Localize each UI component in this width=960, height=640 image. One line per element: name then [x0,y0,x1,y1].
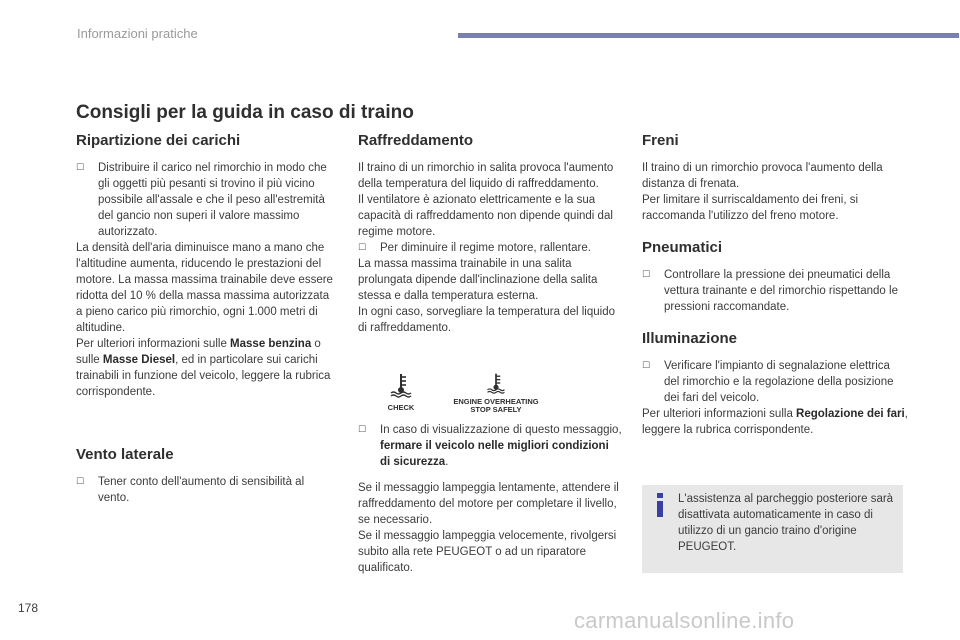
section-title-load: Ripartizione dei carichi [76,132,241,149]
paragraph: Se il messaggio lampeggia lentamente, attendere il raffreddamento del motore per completare il livello, se necessario. [358,482,619,526]
column-left [76,132,338,506]
bullet-item [76,474,338,506]
watermark: carmanualsonline.info [574,608,795,633]
checkbox-bullet-icon: ☐ [76,162,85,172]
bullet-item [358,240,622,256]
reference-link: Regolazione dei fari [796,408,905,420]
section-title-lighting: Illuminazione [642,330,738,347]
section-title-cooling: Raffreddamento [358,132,474,149]
bullet-item [358,422,622,470]
bullet-text: Verificare l'impianto di segnalazione elettrica del rimorchio e la regolazione della posizione dei fari del veicolo. [664,360,894,404]
paragraph: Se il messaggio lampeggia velocemente, rivolgersi subito alla rete PEUGEOT o ad un riparatore qualificato. [358,530,617,574]
icon-label: STOP SAFELY [470,405,522,414]
info-text: L'assistenza al parcheggio posteriore sarà disattivata automaticamente in caso di utilizzo di un gancio traino d'origine PEUGEOT. [678,493,894,553]
reference-link: Masse benzina [230,338,312,350]
bullet-text: Controllare la pressione dei pneumatici della vettura trainante e del rimorchio rispettando le pressioni raccomandate. [664,269,898,313]
bullet-text: Per diminuire il regime motore, rallentare. [380,242,591,254]
coolant-check-icon [382,372,420,412]
bullet-text: Tener conto dell'aumento di sensibilità al vento. [98,476,305,504]
section-header: Informazioni pratiche [77,26,198,41]
reference-paragraph: Per ulteriori informazioni sulla Regolazione dei fari, leggere la rubrica corrispondente. [642,408,908,436]
bullet-text: In caso di visualizzazione di questo messaggio, fermare il veicolo nelle migliori condizioni di sicurezza. [380,424,622,468]
paragraph: Per limitare il surriscaldamento dei freni, si raccomanda l'utilizzo del freno motore. [642,194,859,222]
info-box [642,485,903,573]
paragraph: Il traino di un rimorchio in salita provoca l'aumento della temperatura del liquido di raffreddamento. [358,162,614,190]
section-title-tyres: Pneumatici [642,239,723,256]
section-title-brakes: Freni [642,132,679,149]
reference-paragraph: Per ulteriori informazioni sulle Masse benzina o sulle Masse Diesel, ed in particolare sui carichi trainabili in funzione del veicolo, leggere la rubrica corrispondente. [76,338,331,398]
checkbox-bullet-icon: ☐ [358,242,367,252]
icon-label: CHECK [387,403,415,412]
engine-overheating-icon [450,372,542,414]
reference-link: Masse Diesel [102,354,176,366]
bullet-item [642,267,908,315]
info-icon [654,493,666,517]
checkbox-bullet-icon: ☐ [642,360,651,370]
icon-label: ENGINE OVERHEATING [453,397,539,406]
paragraph: La massa massima trainabile in una salita prolungata dipende dall'inclinazione della salita stessa e dalla temperatura esterna. [358,258,598,302]
page-title: Consigli per la guida in caso di traino [76,102,414,123]
checkbox-bullet-icon: ☐ [642,269,651,279]
section-title-wind: Vento laterale [76,446,174,463]
column-right [642,132,908,438]
checkbox-bullet-icon: ☐ [76,476,85,486]
paragraph: La densità dell'aria diminuisce mano a mano che l'altitudine aumenta, riducendo le prestazioni del motore. La massa massima trainabile deve essere ridotta del 10 % della massa massima autorizzata a pieno carico più rimorchio, ogni 1.000 metri di altitudine. [76,242,333,334]
page-number: 178 [18,601,39,615]
header-accent-bar [458,33,959,38]
paragraph: In ogni caso, sorvegliare la temperatura del liquido di raffreddamento. [358,306,615,334]
bullet-item [76,160,338,240]
column-middle [358,132,622,576]
paragraph: Il ventilatore è azionato elettricamente e la sua capacità di raffreddamento non dipende quindi dal regime motore. [358,194,613,238]
warning-icons [382,372,552,422]
bullet-text: Distribuire il carico nel rimorchio in modo che gli oggetti più pesanti si trovino il più vicino possibile all'assale e che il peso all'estremità del gancio non superi il valore massimo autorizzato. [98,162,327,238]
paragraph: Il traino di un rimorchio provoca l'aumento della distanza di frenata. [642,162,883,190]
checkbox-bullet-icon: ☐ [358,424,367,434]
bullet-item [642,358,908,406]
